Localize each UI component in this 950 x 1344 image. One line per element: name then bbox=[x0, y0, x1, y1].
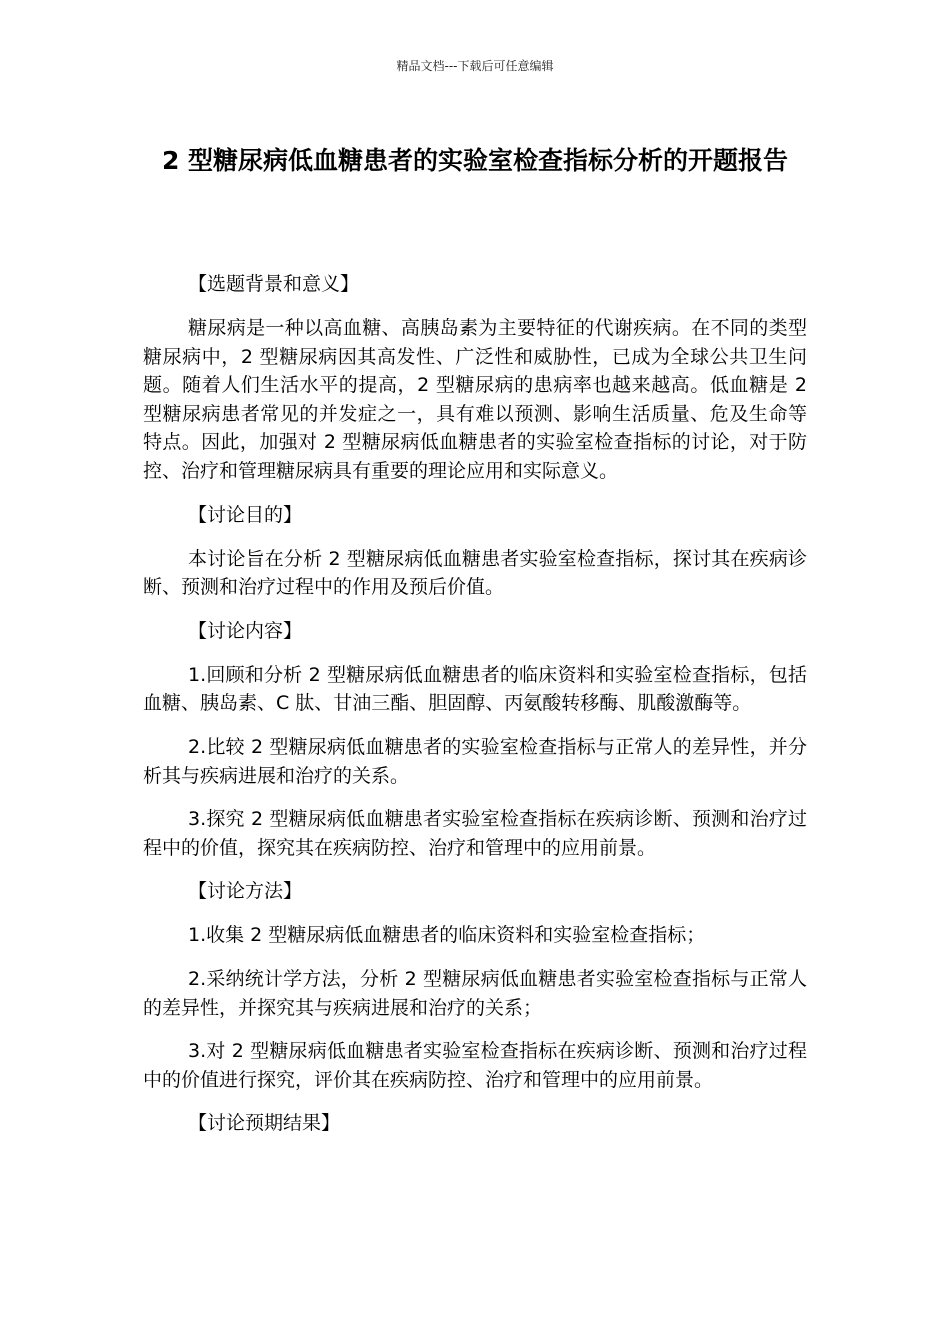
paragraph: 本讨论旨在分析 2 型糖尿病低血糖患者实验室检查指标，探讨其在疾病诊断、预测和治疗过程中的作用及预后价值。 bbox=[143, 547, 807, 599]
list-item: 1.回顾和分析 2 型糖尿病低血糖患者的临床资料和实验室检查指标，包括血糖、胰岛素、C 肽、甘油三酯、胆固醇、丙氨酸转移酶、肌酸激酶等。 bbox=[143, 663, 807, 715]
section-heading: 【讨论内容】 bbox=[188, 619, 303, 642]
section-methods bbox=[143, 877, 807, 1094]
list-item: 3.探究 2 型糖尿病低血糖患者实验室检查指标在疾病诊断、预测和治疗过程中的价值，探究其在疾病防控、治疗和管理中的应用前景。 bbox=[143, 808, 807, 859]
section-heading: 【选题背景和意义】 bbox=[188, 273, 360, 295]
section-expected-results bbox=[143, 1109, 807, 1138]
list-item: 2.比较 2 型糖尿病低血糖患者的实验室检查指标与正常人的差异性，并分析其与疾病进展和治疗的关系。 bbox=[143, 735, 807, 787]
document-body bbox=[143, 270, 807, 1153]
list-item: 1.收集 2 型糖尿病低血糖患者的临床资料和实验室检查指标； bbox=[188, 924, 706, 947]
header-note: 精品文档---下载后可任意编辑 bbox=[396, 59, 554, 73]
section-heading: 【讨论方法】 bbox=[188, 880, 303, 903]
document-title: 2 型糖尿病低血糖患者的实验室检查指标分析的开题报告 bbox=[161, 146, 789, 175]
section-content bbox=[143, 617, 807, 863]
list-item: 3.对 2 型糖尿病低血糖患者实验室检查指标在疾病诊断、预测和治疗过程中的价值进行探究，评价其在疾病防控、治疗和管理中的应用前景。 bbox=[143, 1040, 807, 1091]
list-item: 2.采纳统计学方法，分析 2 型糖尿病低血糖患者实验室检查指标与正常人的差异性，并探究其与疾病进展和治疗的关系； bbox=[143, 967, 807, 1019]
section-heading: 【讨论预期结果】 bbox=[188, 1112, 341, 1135]
paragraph: 糖尿病是一种以高血糖、高胰岛素为主要特征的代谢疾病。在不同的类型糖尿病中，2 型糖尿病因其高发性、广泛性和威胁性，已成为全球公共卫生问题。随着人们生活水平的提高，2 型糖尿病的患病率也越来越高。低血糖是 2 型糖尿病患者常见的并发症之一，具有难以预测、影响生活质量、危及生命等特点。因此，加强对 2 型糖尿病低血糖患者的实验室检查指标的讨论，对于防控、治疗和管理糖尿病具有重要的理论应用和实际意义。 bbox=[143, 317, 807, 482]
section-purpose bbox=[143, 501, 807, 602]
section-heading: 【讨论目的】 bbox=[188, 503, 303, 526]
section-background bbox=[143, 270, 807, 486]
